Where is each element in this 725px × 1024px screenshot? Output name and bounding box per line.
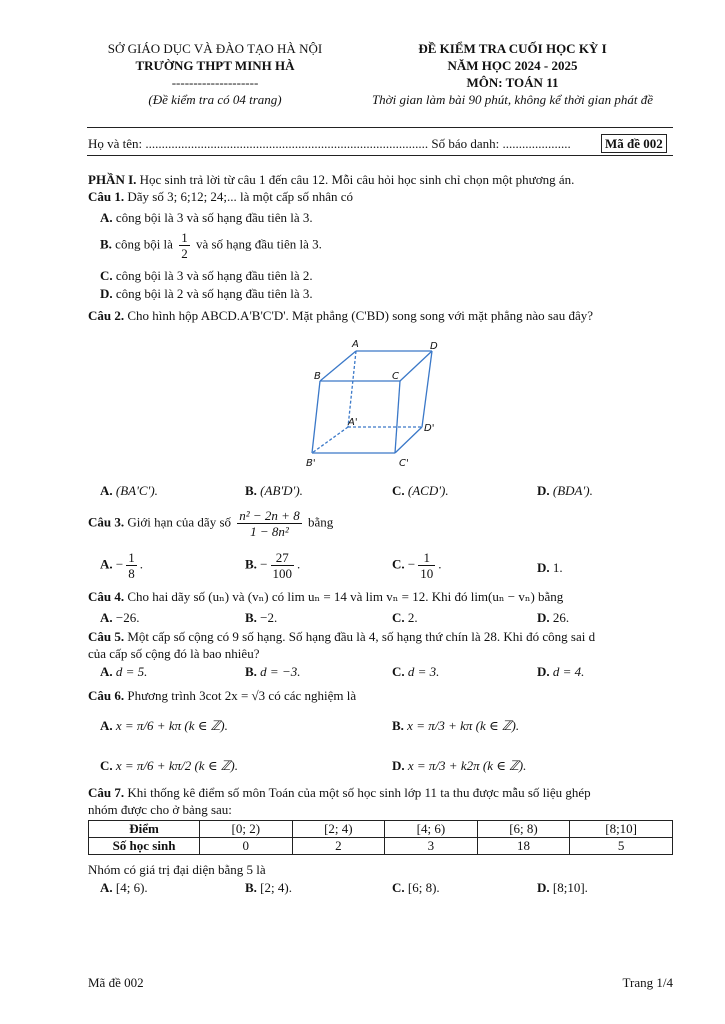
q1-c-text: công bội là 3 và số hạng đầu tiên là 2.	[115, 268, 313, 283]
q2-a-text: (BA'C').	[115, 483, 158, 498]
q3-d-text: 1.	[552, 560, 563, 575]
frac-den: 10	[420, 566, 434, 581]
q5-stem	[88, 629, 595, 645]
frac-num: 1	[181, 230, 188, 245]
q1-label: Câu 1.	[88, 189, 125, 204]
q7-text: Khi thống kê điểm số môn Toán của một số học sinh lớp 11 ta thu được mẫu số liệu ghép	[127, 785, 591, 800]
q1-b-fraction	[179, 230, 190, 261]
q3-stem	[88, 508, 333, 539]
q4-b-text: −2.	[260, 610, 278, 625]
letter-c: C.	[392, 483, 405, 498]
q3-option-c: C. − $\frac{1}{10}$ .	[392, 550, 442, 581]
q1-option-b	[100, 230, 322, 261]
q1-stem	[88, 189, 353, 205]
table-head-count: Số học sinh	[89, 838, 200, 855]
q1-option-a	[100, 210, 313, 226]
q7-after: Nhóm có giá trị đại diện bằng 5 là	[88, 862, 266, 877]
letter-b: B.	[100, 236, 112, 252]
q1-d-text: công bội là 2 và số hạng đầu tiên là 3.	[115, 286, 313, 301]
q7-c-text: [6; 8).	[407, 880, 440, 895]
q1-b-pre: công bội là	[115, 236, 173, 252]
q4-option-c	[392, 610, 418, 626]
part1-text: Học sinh trả lời từ câu 1 đến câu 12. Mỗi câu hỏi học sinh chỉ chọn một phương án.	[139, 172, 575, 187]
parallelepiped-figure	[300, 335, 450, 475]
edge-AB	[320, 351, 356, 381]
letter-d: D.	[537, 880, 550, 895]
q6-d-text: x = π/3 + k2π (k ∈ ℤ).	[407, 758, 527, 773]
q1-option-c	[100, 268, 313, 284]
footer-page-number: Trang 1/4	[622, 975, 673, 990]
table-cell: 18	[477, 838, 570, 855]
q4-c-text: 2.	[407, 610, 418, 625]
vertex-b1: B'	[306, 458, 316, 469]
q4-d-text: 26.	[552, 610, 570, 625]
frequency-table	[88, 820, 673, 855]
letter-a: A.	[100, 664, 113, 679]
school-name: TRƯỜNG THPT MINH HÀ	[135, 58, 295, 73]
q3-b-fraction	[271, 550, 295, 581]
q5-stem-2: của cấp số cộng đó là bao nhiêu?	[88, 646, 260, 661]
q3-option-d	[537, 560, 563, 576]
q3-c-fraction	[418, 550, 435, 581]
exam-code: Mã đề 002	[601, 134, 667, 153]
q7-option-d	[537, 880, 588, 896]
school-year: NĂM HỌC 2024 - 2025	[447, 58, 578, 73]
table-cell: [0; 2)	[200, 821, 293, 838]
table-cell: [6; 8)	[477, 821, 570, 838]
q1-a-text: công bội là 3 và số hạng đầu tiên là 3.	[115, 210, 313, 225]
q2-label: Câu 2.	[88, 308, 125, 323]
q2-option-d	[537, 483, 593, 499]
q6-stem	[88, 688, 356, 704]
sbd-field: Số báo danh: .....................	[431, 136, 571, 151]
department: SỞ GIÁO DỤC VÀ ĐÀO TẠO HÀ NỘI	[107, 41, 323, 56]
q4-option-a	[100, 610, 139, 626]
vertex-b: B	[314, 371, 321, 382]
letter-d: D.	[100, 286, 113, 301]
q7-stem-2: nhóm được cho ở bảng sau:	[88, 802, 232, 817]
q3-option-b: B. − $\frac{27}{100}$ .	[245, 550, 301, 581]
header-right	[340, 40, 685, 108]
vertex-c: C	[392, 371, 399, 382]
letter-a: A.	[100, 483, 113, 498]
letter-a: A.	[100, 610, 113, 625]
table-cell: 2	[292, 838, 385, 855]
letter-d: D.	[537, 483, 550, 498]
edge-C1D1	[395, 427, 422, 453]
letter-c: C.	[392, 610, 405, 625]
letter-b: B.	[245, 556, 257, 572]
q2-text: Cho hình hộp ABCD.A'B'C'D'. Mặt phẳng (C'BD) song song với mặt phẳng nào sau đây?	[127, 308, 593, 323]
q5-text: Một cấp số cộng có 9 số hạng. Số hạng đầu là 4, số hạng thứ chín là 28. Khi đó công sai d	[127, 629, 596, 644]
q2-option-b	[245, 483, 303, 499]
vertex-c1: C'	[399, 458, 409, 469]
q6-b-text: x = π/3 + kπ (k ∈ ℤ).	[407, 718, 520, 733]
letter-c: C.	[392, 664, 405, 679]
edge-DC	[400, 351, 432, 381]
table-head-score: Điểm	[89, 821, 200, 838]
frac-num: 27	[271, 550, 295, 566]
letter-c: C.	[100, 268, 113, 283]
q4-a-text: −26.	[115, 610, 140, 625]
q3-label: Câu 3.	[88, 514, 125, 530]
q6-text: Phương trình 3cot 2x = √3 có các nghiệm là	[127, 688, 357, 703]
frac-den: 2	[181, 246, 188, 261]
letter-c: C.	[100, 758, 113, 773]
pages-note: (Đề kiểm tra có 04 trang)	[148, 92, 282, 107]
table-cell: [4; 6)	[385, 821, 478, 838]
q5-d-text: d = 4.	[552, 664, 585, 679]
frac-den: 8	[128, 566, 135, 581]
q5-option-b	[245, 664, 300, 680]
q5-option-a	[100, 664, 147, 680]
q5-label: Câu 5.	[88, 629, 125, 644]
table-cell: 0	[200, 838, 293, 855]
table-cell: 5	[570, 838, 673, 855]
q6-option-a	[100, 718, 228, 734]
q3-text: Giới hạn của dãy số	[127, 514, 232, 530]
q1-b-post: và số hạng đầu tiên là 3.	[195, 236, 322, 252]
q6-option-b	[392, 718, 519, 734]
letter-b: B.	[245, 664, 257, 679]
q5-a-text: d = 5.	[115, 664, 148, 679]
q1-option-d	[100, 286, 313, 302]
q6-a-text: x = π/6 + kπ (k ∈ ℤ).	[115, 718, 228, 733]
q7-a-text: [4; 6).	[115, 880, 148, 895]
q2-c-text: (ACD').	[407, 483, 449, 498]
q7-option-c	[392, 880, 440, 896]
letter-b: B.	[245, 610, 257, 625]
q2-b-text: (AB'D').	[260, 483, 303, 498]
letter-d: D.	[537, 560, 550, 575]
divider-top	[87, 127, 673, 128]
footer-exam-code: Mã đề 002	[88, 975, 144, 990]
frac-den: 100	[272, 566, 293, 581]
q4-option-d	[537, 610, 569, 626]
letter-b: B.	[245, 880, 257, 895]
q7-d-text: [8;10].	[552, 880, 588, 895]
part1-intro	[88, 172, 574, 188]
vertex-a: A	[352, 339, 359, 350]
letter-d: D.	[537, 610, 550, 625]
letter-d: D.	[537, 664, 550, 679]
frac-num: n² − 2n + 8	[239, 508, 300, 523]
q3-option-a: A. − $\frac{1}{8}$ .	[100, 550, 143, 581]
dashes: --------------------	[171, 75, 259, 90]
q6-option-c	[100, 758, 238, 774]
q5-option-d	[537, 664, 584, 680]
q4-option-b	[245, 610, 277, 626]
q3-a-fraction	[126, 550, 137, 581]
q5-option-c	[392, 664, 439, 680]
exam-title: ĐỀ KIỂM TRA CUỐI HỌC KỲ I	[418, 41, 607, 56]
divider-bottom	[87, 155, 673, 156]
q7-label: Câu 7.	[88, 785, 125, 800]
q4-label: Câu 4.	[88, 589, 125, 604]
letter-a: A.	[100, 880, 113, 895]
time-note: Thời gian làm bài 90 phút, không kể thời gian phát đề	[371, 92, 654, 107]
q6-label: Câu 6.	[88, 688, 125, 703]
q4-text: Cho hai dãy số (uₙ) và (vₙ) có lim uₙ = 14 và lim vₙ = 12. Khi đó lim(uₙ − vₙ) bằng	[127, 589, 564, 604]
header-left	[80, 40, 350, 108]
edge-BB1	[312, 381, 320, 453]
frac-num: 1	[418, 550, 435, 566]
vertex-d: D	[430, 341, 438, 352]
letter-c: C.	[392, 880, 405, 895]
frac-num: 1	[128, 550, 135, 565]
letter-b: B.	[392, 718, 404, 733]
table-row	[89, 821, 673, 838]
edge-CC1	[395, 381, 400, 453]
edge-DD1	[422, 351, 432, 427]
edge-AA1-hidden	[348, 351, 356, 427]
vertex-a1: A'	[348, 417, 358, 428]
letter-a: A.	[100, 556, 113, 572]
student-info-line	[88, 136, 571, 152]
q6-option-d	[392, 758, 526, 774]
letter-a: A.	[100, 718, 113, 733]
q2-stem	[88, 308, 593, 324]
q7-b-text: [2; 4).	[260, 880, 292, 895]
q2-option-c	[392, 483, 449, 499]
q1-text: Dãy số 3; 6;12; 24;... là một cấp số nhân có	[127, 189, 354, 204]
letter-b: B.	[245, 483, 257, 498]
q7-option-b	[245, 880, 292, 896]
subject: MÔN: TOÁN 11	[466, 75, 559, 90]
q3-tail: bằng	[307, 514, 334, 530]
part1-label: PHẦN I.	[88, 172, 137, 187]
q5-b-text: d = −3.	[260, 664, 301, 679]
q6-c-text: x = π/6 + kπ/2 (k ∈ ℤ).	[115, 758, 238, 773]
letter-a: A.	[100, 210, 113, 225]
letter-d: D.	[392, 758, 405, 773]
vertex-d1: D'	[424, 423, 435, 434]
q2-d-text: (BDA').	[552, 483, 593, 498]
q7-stem	[88, 785, 591, 801]
q5-c-text: d = 3.	[407, 664, 440, 679]
table-row	[89, 838, 673, 855]
table-cell: [2; 4)	[292, 821, 385, 838]
name-field: Họ và tên: .......................................................................................	[88, 136, 429, 151]
letter-c: C.	[392, 556, 405, 572]
table-cell: [8;10]	[570, 821, 673, 838]
q2-option-a	[100, 483, 158, 499]
edge-A1B1-hidden	[312, 427, 348, 453]
q3-fraction	[237, 508, 301, 539]
q7-option-a	[100, 880, 148, 896]
q4-stem	[88, 589, 563, 605]
table-cell: 3	[385, 838, 478, 855]
frac-den: 1 − 8n²	[250, 524, 289, 539]
